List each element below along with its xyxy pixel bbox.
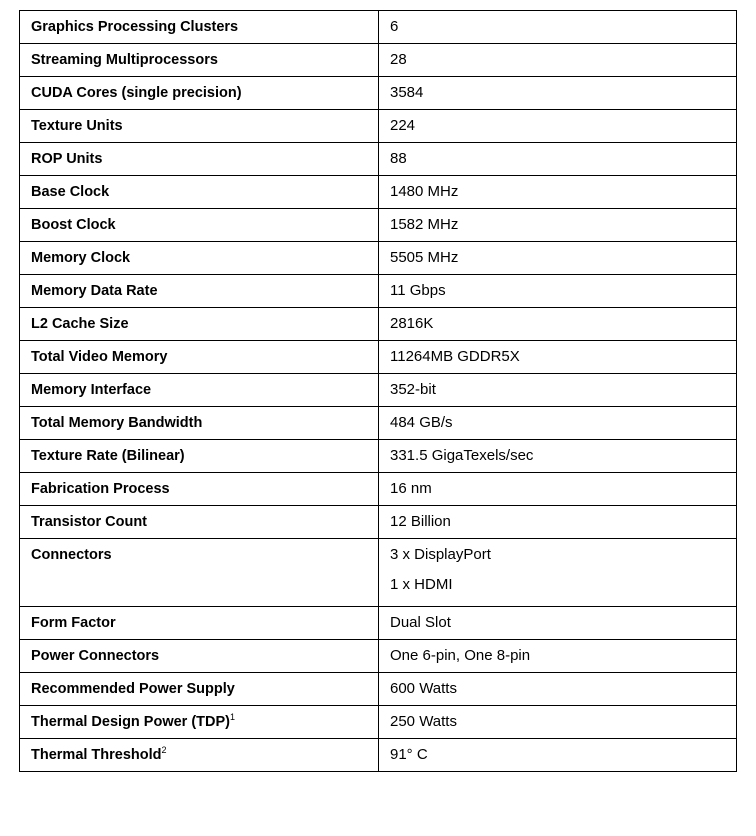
spec-label-cell [20,739,379,772]
spec-label: Form Factor [20,607,379,640]
table-row [20,110,737,143]
spec-value: 352-bit [379,374,737,407]
spec-value: 3584 [379,77,737,110]
spec-value: 1582 MHz [379,209,737,242]
spec-label: Fabrication Process [20,473,379,506]
spec-value: 600 Watts [379,673,737,706]
spec-label: Memory Interface [20,374,379,407]
spec-value: 484 GB/s [379,407,737,440]
table-row [20,706,737,739]
spec-value: 11264MB GDDR5X [379,341,737,374]
spec-label: Thermal Design Power (TDP) [31,714,231,730]
footnote-marker: 1 [230,712,236,722]
footnote-marker: 2 [161,745,167,755]
table-row [20,640,737,673]
spec-value: 88 [379,143,737,176]
spec-value: Dual Slot [379,607,737,640]
table-row [20,143,737,176]
spec-value: 331.5 GigaTexels/sec [379,440,737,473]
table-row [20,77,737,110]
table-row [20,607,737,640]
table-row [20,275,737,308]
table-row [20,473,737,506]
spec-label: Total Video Memory [20,341,379,374]
spec-value: 28 [379,44,737,77]
spec-label: Graphics Processing Clusters [20,11,379,44]
spec-value-list [379,539,737,607]
table-row [20,11,737,44]
spec-label: Transistor Count [20,506,379,539]
table-row [20,374,737,407]
table-row [20,341,737,374]
spec-label: Streaming Multiprocessors [20,44,379,77]
spec-label: Texture Units [20,110,379,143]
spec-value: 1 x HDMI [390,576,453,593]
table-row [20,44,737,77]
table-row [20,739,737,772]
spec-value: 5505 MHz [379,242,737,275]
spec-value: 250 Watts [379,706,737,739]
spec-value: 6 [379,11,737,44]
spec-label: Base Clock [20,176,379,209]
table-row [20,407,737,440]
spec-label: Power Connectors [20,640,379,673]
spec-label-cell [20,706,379,739]
spec-value: 12 Billion [379,506,737,539]
table-row [20,242,737,275]
table-row [20,673,737,706]
spec-value: 91° C [379,739,737,772]
spec-label: Memory Clock [20,242,379,275]
spec-label: CUDA Cores (single precision) [20,77,379,110]
spec-value: 11 Gbps [379,275,737,308]
table-row [20,440,737,473]
table-row [20,209,737,242]
spec-label: Memory Data Rate [20,275,379,308]
spec-label: Thermal Threshold [31,747,162,763]
spec-label: Connectors [20,539,379,607]
spec-label: Recommended Power Supply [20,673,379,706]
table-row [20,539,737,607]
spec-value: 2816K [379,308,737,341]
spec-value: One 6-pin, One 8-pin [379,640,737,673]
table-row [20,308,737,341]
spec-label: Total Memory Bandwidth [20,407,379,440]
spec-label: Boost Clock [20,209,379,242]
spec-label: L2 Cache Size [20,308,379,341]
spec-value: 224 [379,110,737,143]
table-row [20,506,737,539]
spec-value: 3 x DisplayPort [390,546,491,563]
spec-value: 16 nm [379,473,737,506]
gpu-spec-table [19,10,737,772]
table-row [20,176,737,209]
spec-label: ROP Units [20,143,379,176]
spec-label: Texture Rate (Bilinear) [20,440,379,473]
spec-value: 1480 MHz [379,176,737,209]
